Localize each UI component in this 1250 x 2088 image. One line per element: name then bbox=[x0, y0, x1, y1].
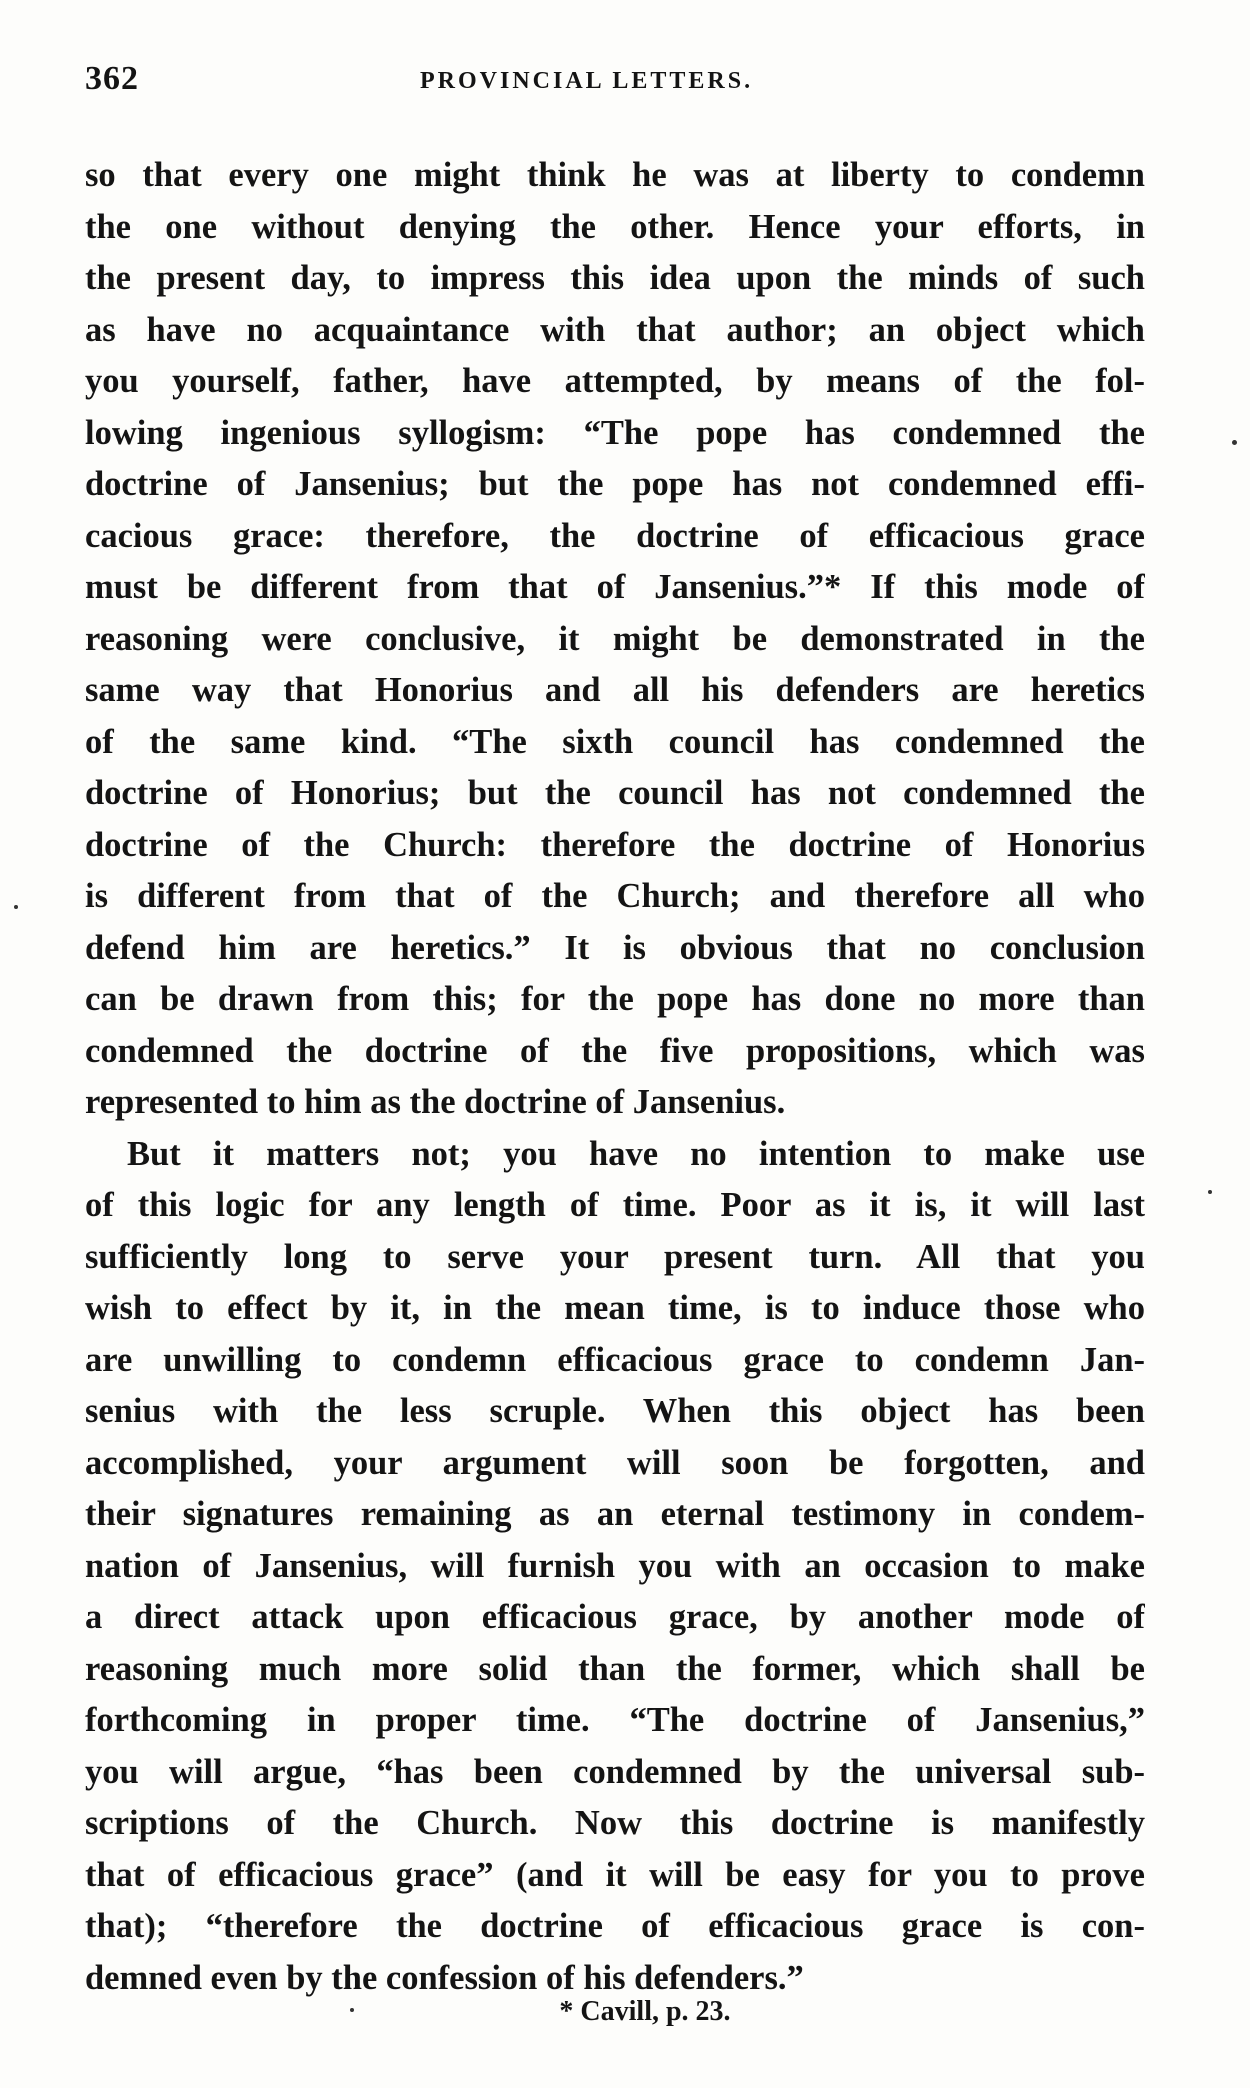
print-speck bbox=[14, 905, 18, 909]
text-line: wish to effect by it, in the mean time, is to induce those who bbox=[85, 1289, 1145, 1327]
text-line: condemned the doctrine of the five propositions, which was bbox=[85, 1031, 1145, 1070]
text-line: that); “therefore the doctrine of efficacious grace is con- bbox=[85, 1907, 1145, 1945]
print-speck bbox=[1208, 1190, 1212, 1194]
text-line: doctrine of Jansenius; but the pope has not condemned effi- bbox=[85, 465, 1145, 503]
text-line: is different from that of the Church; and therefore all who bbox=[85, 877, 1145, 915]
text-line: forthcoming in proper time. “The doctrine of Jansenius,” bbox=[85, 1701, 1145, 1739]
text-line: accomplished, your argument will soon be forgotten, and bbox=[85, 1443, 1145, 1482]
text-line: lowing ingenious syllogism: “The pope has condemned the bbox=[85, 413, 1145, 452]
text-line: so that every one might think he was at liberty to condemn bbox=[85, 156, 1145, 194]
text-line: sufficiently long to serve your present turn. All that you bbox=[85, 1237, 1145, 1276]
text-line: cacious grace: therefore, the doctrine of efficacious grace bbox=[85, 516, 1145, 555]
text-line: can be drawn from this; for the pope has done no more than bbox=[85, 980, 1145, 1018]
paragraph-2 bbox=[85, 1129, 1145, 2005]
text-line: demned even by the confession of his defenders.” bbox=[85, 1958, 804, 1997]
running-title: PROVINCIAL LETTERS. bbox=[420, 68, 754, 94]
print-speck bbox=[350, 2008, 354, 2012]
text-line: must be different from that of Jansenius.”* If this mode of bbox=[85, 568, 1145, 606]
text-line: of this logic for any length of time. Poor as it is, it will last bbox=[85, 1186, 1145, 1224]
text-line: senius with the less scruple. When this object has been bbox=[85, 1392, 1145, 1430]
text-line: doctrine of Honorius; but the council has not condemned the bbox=[85, 774, 1145, 812]
text-line: the present day, to impress this idea upon the minds of such bbox=[85, 259, 1145, 297]
page-number: 362 bbox=[85, 60, 139, 97]
footnote: * Cavill, p. 23. bbox=[559, 1996, 731, 2027]
text-line: But it matters not; you have no intention to make use bbox=[127, 1134, 1145, 1173]
text-line: that of efficacious grace” (and it will be easy for you to prove bbox=[85, 1855, 1145, 1894]
text-line: their signatures remaining as an eternal testimony in condem- bbox=[85, 1495, 1145, 1533]
body-text bbox=[85, 150, 1145, 2004]
text-line: you yourself, father, have attempted, by means of the fol- bbox=[85, 362, 1145, 400]
text-line: same way that Honorius and all his defenders are heretics bbox=[85, 671, 1145, 709]
text-line: a direct attack upon efficacious grace, by another mode of bbox=[85, 1598, 1145, 1636]
print-speck bbox=[1232, 440, 1237, 445]
paragraph-1 bbox=[85, 150, 1145, 1129]
text-line: you will argue, “has been condemned by the universal sub- bbox=[85, 1752, 1145, 1791]
text-line: represented to him as the doctrine of Jansenius. bbox=[85, 1083, 786, 1121]
text-line: as have no acquaintance with that author; an object which bbox=[85, 310, 1145, 349]
text-line: scriptions of the Church. Now this doctrine is manifestly bbox=[85, 1804, 1145, 1842]
text-line: doctrine of the Church: therefore the doctrine of Honorius bbox=[85, 825, 1145, 864]
text-line: the one without denying the other. Hence your efforts, in bbox=[85, 207, 1145, 246]
text-line: reasoning much more solid than the former, which shall be bbox=[85, 1649, 1145, 1688]
text-line: reasoning were conclusive, it might be demonstrated in the bbox=[85, 619, 1145, 658]
text-line: are unwilling to condemn efficacious grace to condemn Jan- bbox=[85, 1340, 1145, 1379]
text-line: nation of Jansenius, will furnish you with an occasion to make bbox=[85, 1546, 1145, 1585]
running-head bbox=[85, 60, 1145, 104]
text-line: defend him are heretics.” It is obvious that no conclusion bbox=[85, 928, 1145, 967]
text-line: of the same kind. “The sixth council has condemned the bbox=[85, 722, 1145, 761]
